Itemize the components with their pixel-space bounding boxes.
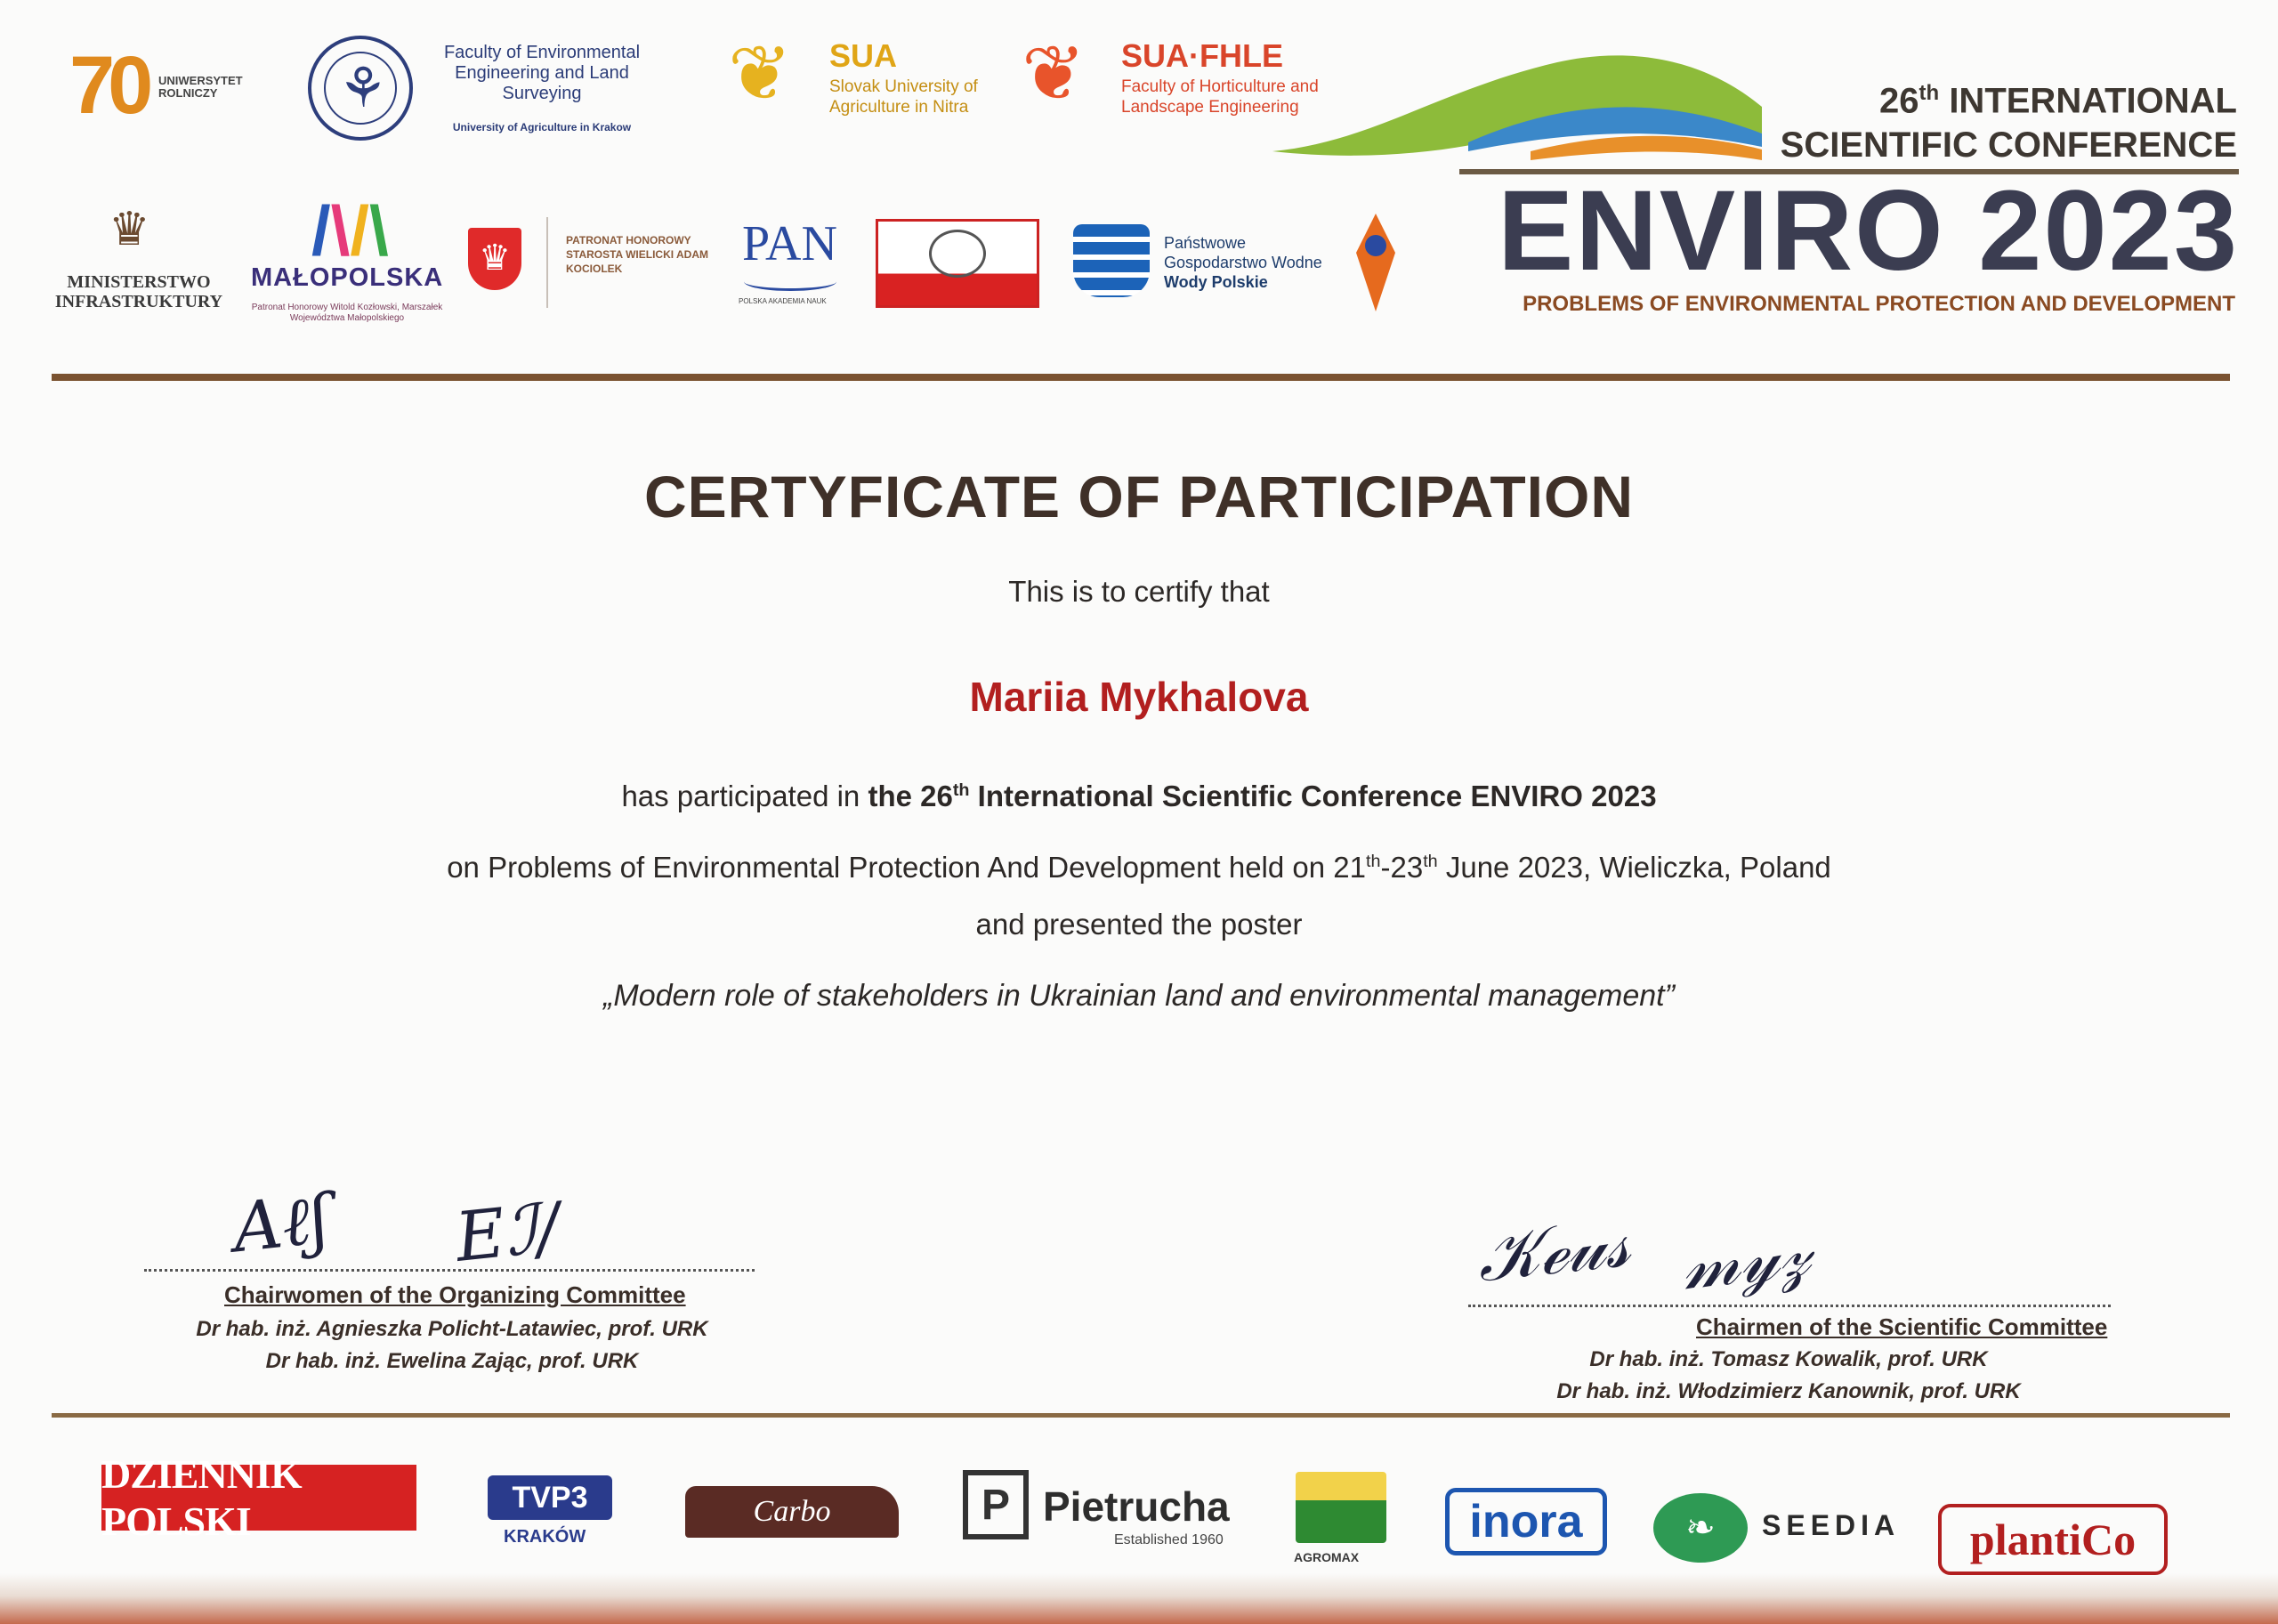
p2-sup-1: th <box>1365 852 1381 871</box>
conference-title-line2: SCIENTIFIC CONFERENCE <box>1780 125 2237 166</box>
patronat-text: PATRONAT HONOROWY STAROSTA WIELICKI ADAM KOCIOLEK <box>566 234 708 275</box>
right-signatory-role: Chairmen of the Scientific Committee <box>1696 1313 2108 1340</box>
logo-divider <box>546 217 548 308</box>
sua-subtitle: Slovak University of Agriculture in Nitra <box>829 77 978 117</box>
conference-title <box>1781 71 2237 167</box>
sponsor-agromax: AGROMAX <box>1294 1550 1360 1564</box>
sponsor-inora: inora <box>1445 1488 1607 1555</box>
sponsor-planti: plantiCo <box>1938 1504 2168 1575</box>
faculty-subtitle: University of Agriculture in Krakow <box>452 121 632 133</box>
ministry-eagle-icon: ♛ <box>109 204 150 255</box>
certify-line: This is to certify that <box>1008 575 1270 608</box>
wody-polskie-wave-icon <box>1073 224 1150 297</box>
conference-title-line1: INTERNATIONAL <box>1939 81 2237 121</box>
pietrucha-p-icon: P <box>963 1470 1029 1539</box>
p1-bold-b: International Scientific Conference ENVIRO 2023 <box>969 780 1657 812</box>
p2-mid: -23 <box>1380 851 1424 884</box>
ministry-name: MINISTERSTWO INFRASTRUKTURY <box>54 272 223 311</box>
fhle-subtitle: Faculty of Horticulture and Landscape Engineering <box>1121 77 1319 117</box>
p1-bold-a: the 26 <box>868 780 953 812</box>
participation-line-1 <box>0 780 2278 813</box>
signature-left-2: Eℐ∕ <box>451 1187 564 1277</box>
sua-title: SUA <box>829 37 898 74</box>
signature-right-2: 𝓂𝓎𝓏 <box>1677 1212 1814 1305</box>
sponsor-tvp3: TVP3 <box>488 1475 612 1520</box>
pan-wave-icon <box>744 272 836 291</box>
signature-right-1: 𝒦ℯ𝓊𝓈 <box>1473 1202 1634 1297</box>
pan-subtitle: POLSKA AKADEMIA NAUK <box>739 297 827 305</box>
agromax-field-icon <box>1296 1472 1386 1543</box>
p2-sup-2: th <box>1423 852 1438 871</box>
conference-ordinal-suffix: th <box>1919 81 1940 105</box>
left-signatory-role: Chairwomen of the Organizing Committee <box>224 1281 686 1308</box>
sponsor-dziennik-polski: DZIENNIK POLSKI <box>101 1465 416 1531</box>
signature-left-1: Aℓʃ <box>229 1178 333 1268</box>
seedia-leaf-icon: ❧ <box>1653 1493 1748 1563</box>
right-name-1: Dr hab. inż. Tomasz Kowalik, prof. URK <box>1589 1347 1988 1371</box>
left-signature-line <box>144 1269 755 1272</box>
sponsor-pietrucha: Pietrucha <box>1043 1483 1230 1530</box>
fhle-title: SUA·FHLE <box>1121 37 1283 74</box>
header-rule <box>52 374 2230 381</box>
p1-sup: th <box>952 780 970 800</box>
sponsor-pietrucha-established: Established 1960 <box>1114 1532 1224 1547</box>
conference-wave-icon <box>1264 36 1762 169</box>
paper-edge <box>0 1573 2278 1624</box>
wody-polskie-text <box>1164 233 1342 292</box>
fhle-wheat-icon: ❦ <box>1022 31 1086 117</box>
wieliczka-shield-icon: ♛ <box>468 228 521 290</box>
participation-line-2 <box>0 851 2278 885</box>
wody-line-1: Państwowe <box>1164 234 1247 252</box>
globe-icon <box>929 230 986 278</box>
certificate-heading: CERTYFICATE OF PARTICIPATION <box>643 464 1635 529</box>
faculty-title: Faculty of Environmental Engineering and Land Surveying <box>443 43 641 103</box>
malopolska-subtitle: Patronat Honorowy Witold Kozłowski, Marszałek Województwa Małopolskiego <box>251 303 443 323</box>
faculty-seal-figure-icon: ⚘ <box>338 58 388 119</box>
right-name-2: Dr hab. inż. Włodzimierz Kanownik, prof. URK <box>1556 1379 2021 1403</box>
urk-70-logo: 70 <box>69 40 147 131</box>
pan-logo: PAN <box>742 216 837 271</box>
sua-wheat-icon: ❦ <box>728 31 793 117</box>
participation-line-3: and presented the poster <box>975 908 1303 941</box>
p2-tail: June 2023, Wieliczka, Poland <box>1437 851 1831 884</box>
sponsor-tvp3-city: KRAKÓW <box>504 1527 586 1547</box>
conference-ordinal: 26 <box>1879 81 1919 121</box>
enviro-subtitle: PROBLEMS OF ENVIRONMENTAL PROTECTION AND DEVELOPMENT <box>1523 292 2235 316</box>
urk-name: UNIWERSYTET ROLNICZY <box>158 74 243 100</box>
wody-line-2: Gospodarstwo Wodne <box>1164 254 1322 271</box>
kite-emblem-center <box>1365 235 1386 256</box>
malopolska-title: MAŁOPOLSKA <box>251 263 444 292</box>
malopolska-m-icon: /\/\ <box>311 191 389 270</box>
left-signatory-names <box>167 1313 737 1378</box>
poster-title: „Modern role of stakeholders in Ukrainian land and environmental management” <box>603 979 1675 1013</box>
sponsor-rule-top <box>52 1413 2230 1418</box>
right-signature-line <box>1468 1305 2111 1307</box>
sponsor-carbo: Carbo <box>685 1486 899 1538</box>
left-name-2: Dr hab. inż. Ewelina Zając, prof. URK <box>265 1349 639 1373</box>
recipient-name: Mariia Mykhalova <box>969 674 1309 720</box>
right-signatory-names <box>1513 1344 2064 1408</box>
sponsor-seedia: SEEDIA <box>1762 1509 1901 1541</box>
p2-lead: on Problems of Environmental Protection And Development held on 21 <box>447 851 1366 884</box>
wody-line-3: Wody Polskie <box>1164 273 1268 291</box>
enviro-logo-text: ENVIRO 2023 <box>1497 167 2239 295</box>
p1-lead: has participated in <box>621 780 868 812</box>
left-name-1: Dr hab. inż. Agnieszka Policht-Latawiec, prof. URK <box>196 1317 708 1341</box>
